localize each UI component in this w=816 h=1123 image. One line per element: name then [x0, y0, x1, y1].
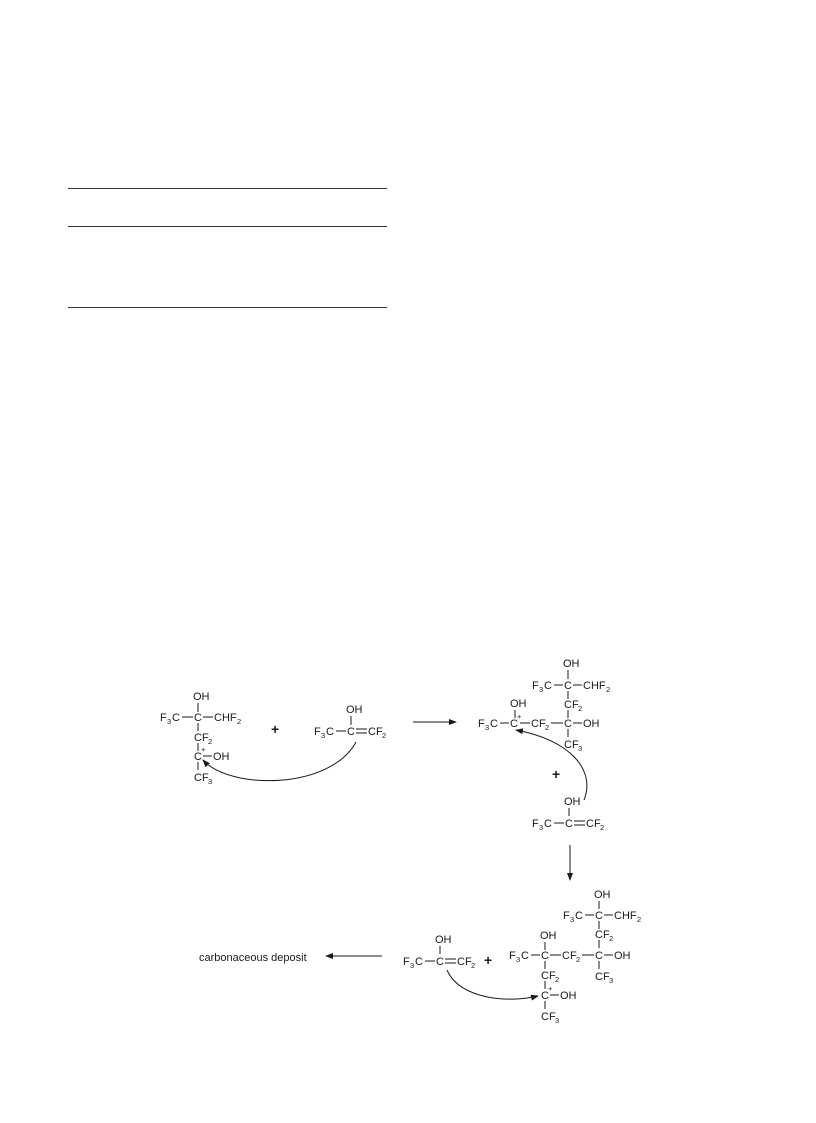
- subscript: 2: [600, 823, 605, 832]
- difluoromethyl-label: CHF: [214, 712, 237, 724]
- subscript: 3: [410, 961, 415, 970]
- difluoromethylene-label: CF: [562, 950, 577, 962]
- trifluoromethyl-label: F: [403, 956, 410, 968]
- cation-carbon-label: C: [194, 751, 202, 763]
- carbon-label: C: [415, 956, 423, 968]
- subscript: 2: [606, 685, 611, 694]
- carbon-label: C: [490, 718, 498, 730]
- subscript: 3: [321, 731, 326, 740]
- difluoromethylene-label: CF: [368, 726, 383, 738]
- subscript: 3: [516, 955, 521, 964]
- difluoromethylene-label: CF: [586, 818, 601, 830]
- subscript: 3: [570, 915, 575, 924]
- subscript: 2: [208, 737, 213, 746]
- subscript: 2: [578, 704, 583, 713]
- enol-molecule: [403, 934, 475, 970]
- hydroxyl-label: OH: [594, 889, 611, 901]
- trifluoromethyl-label: CF: [595, 971, 610, 983]
- carbon-label: C: [544, 680, 552, 692]
- subscript: 2: [382, 731, 387, 740]
- trifluoromethyl-label: F: [478, 718, 485, 730]
- dimer-cation-molecule: [478, 658, 610, 753]
- hydroxyl-label: OH: [346, 704, 363, 716]
- hydroxyl-label: OH: [560, 990, 577, 1002]
- carbon-label: C: [347, 726, 355, 738]
- plus-sign: +: [271, 721, 280, 737]
- carbon-label: C: [564, 680, 572, 692]
- subscript: 2: [576, 955, 581, 964]
- carbon-label: C: [544, 818, 552, 830]
- subscript: 2: [555, 975, 560, 984]
- difluoromethyl-label: CHF: [614, 910, 637, 922]
- carbon-label: C: [564, 718, 572, 730]
- positive-charge: +: [201, 745, 206, 754]
- trifluoromethyl-label: F: [160, 712, 167, 724]
- trifluoromethyl-label: F: [314, 726, 321, 738]
- difluoromethyl-label: CHF: [583, 680, 606, 692]
- hydroxyl-label: OH: [510, 698, 527, 710]
- carbon-label: C: [326, 726, 334, 738]
- enol-molecule: [532, 796, 604, 832]
- carbon-label: C: [172, 712, 180, 724]
- carbon-label: C: [436, 956, 444, 968]
- subscript: 2: [637, 915, 642, 924]
- trifluoromethyl-label: F: [532, 680, 539, 692]
- carbon-label: C: [194, 712, 202, 724]
- cation-carbon-label: C: [541, 990, 549, 1002]
- hydroxyl-label: OH: [614, 950, 631, 962]
- electron-pushing-arrow: [447, 970, 538, 999]
- difluoromethylene-label: CF: [564, 699, 579, 711]
- difluoromethylene-label: CF: [541, 970, 556, 982]
- hydroxyl-label: OH: [213, 751, 230, 763]
- hydroxyl-label: OH: [564, 796, 581, 808]
- trifluoromethyl-label: CF: [541, 1011, 556, 1023]
- trifluoromethyl-label: F: [532, 818, 539, 830]
- carbon-label: C: [565, 818, 573, 830]
- subscript: 3: [555, 1016, 560, 1025]
- difluoromethylene-label: CF: [595, 929, 610, 941]
- carbon-label: C: [595, 910, 603, 922]
- carbocation-molecule: [160, 691, 241, 786]
- subscript: 3: [539, 685, 544, 694]
- carbon-label: C: [595, 950, 603, 962]
- cation-carbon-label: C: [510, 718, 518, 730]
- subscript: 3: [208, 777, 213, 786]
- positive-charge: +: [517, 712, 522, 721]
- carbon-label: C: [575, 910, 583, 922]
- difluoromethylene-label: CF: [531, 718, 546, 730]
- subscript: 2: [237, 717, 242, 726]
- carbon-label: C: [521, 950, 529, 962]
- difluoromethylene-label: CF: [194, 732, 209, 744]
- subscript: 2: [545, 723, 550, 732]
- carbon-label: C: [541, 950, 549, 962]
- trifluoromethyl-label: F: [563, 910, 570, 922]
- difluoromethylene-label: CF: [457, 956, 472, 968]
- subscript: 3: [578, 744, 583, 753]
- hydroxyl-label: OH: [193, 691, 210, 703]
- subscript: 2: [471, 961, 476, 970]
- enol-molecule: [314, 704, 386, 740]
- product-label: carbonaceous deposit: [199, 952, 307, 964]
- positive-charge: +: [548, 984, 553, 993]
- plus-sign: +: [552, 766, 561, 782]
- hydroxyl-label: OH: [435, 934, 452, 946]
- subscript: 3: [539, 823, 544, 832]
- subscript: 3: [609, 976, 614, 985]
- hydroxyl-label: OH: [583, 718, 600, 730]
- trifluoromethyl-label: CF: [194, 772, 209, 784]
- trifluoromethyl-label: CF: [564, 739, 579, 751]
- subscript: 3: [167, 717, 172, 726]
- trifluoromethyl-label: F: [509, 950, 516, 962]
- hydroxyl-label: OH: [563, 658, 580, 670]
- subscript: 2: [609, 934, 614, 943]
- hydroxyl-label: OH: [540, 930, 557, 942]
- plus-sign: +: [484, 952, 493, 968]
- trimer-cation-molecule: [509, 889, 641, 1025]
- subscript: 3: [485, 723, 490, 732]
